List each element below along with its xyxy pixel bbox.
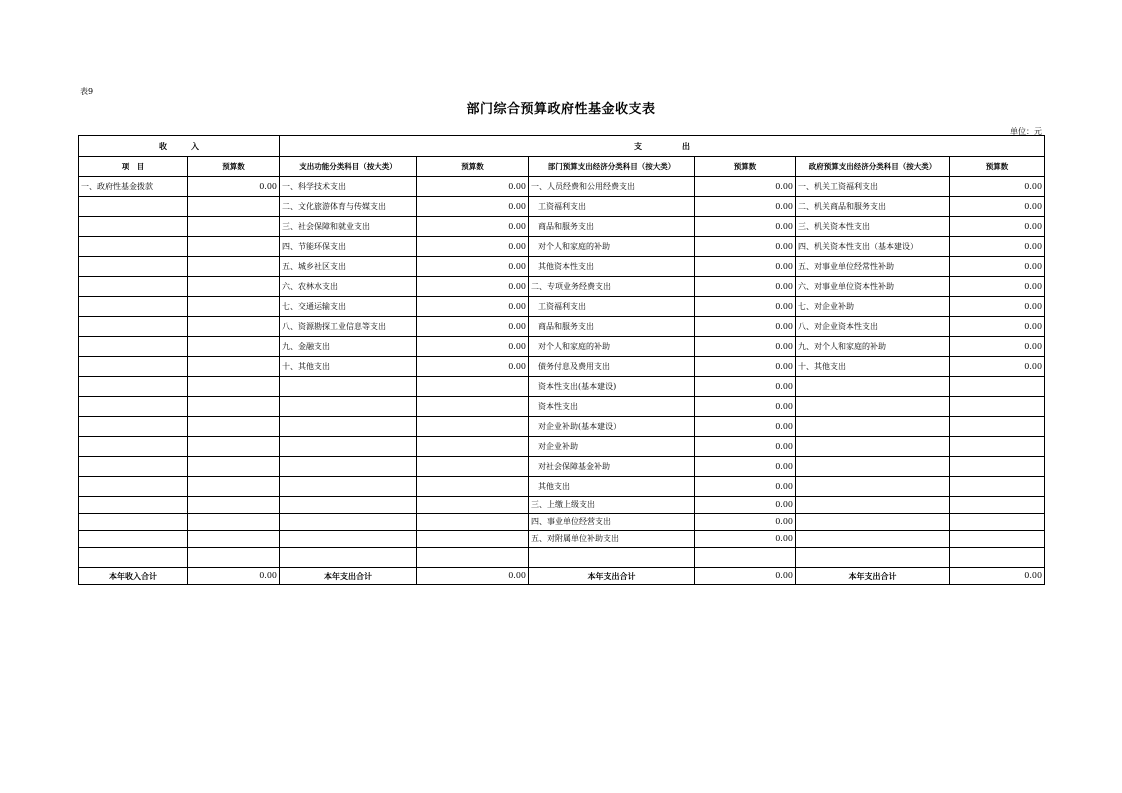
gov-econ-item: 六、对事业单位资本性补助 xyxy=(796,277,950,297)
table-row xyxy=(79,377,1045,397)
dept-econ-item: 资本性支出 xyxy=(529,397,695,417)
table-row xyxy=(79,531,1045,548)
dept-econ-item: 其他资本性支出 xyxy=(529,257,695,277)
dept-econ-item: 对企业补助(基本建设） xyxy=(529,417,695,437)
function-class-item: 六、农林水支出 xyxy=(280,277,417,297)
function-budget xyxy=(417,417,529,437)
function-class-item xyxy=(280,377,417,397)
function-budget xyxy=(417,377,529,397)
total-value: 0.00 xyxy=(695,568,796,585)
col-header-budget: 预算数 xyxy=(695,157,796,177)
table-row xyxy=(79,477,1045,497)
income-budget xyxy=(188,337,280,357)
gov-econ-budget: 0.00 xyxy=(950,197,1045,217)
income-item xyxy=(79,377,188,397)
income-budget xyxy=(188,497,280,514)
income-budget xyxy=(188,217,280,237)
gov-econ-item xyxy=(796,477,950,497)
gov-econ-item xyxy=(796,417,950,437)
gov-econ-item: 八、对企业资本性支出 xyxy=(796,317,950,337)
col-header-gov-econ-class: 政府预算支出经济分类科目（按大类） xyxy=(796,157,950,177)
gov-econ-budget xyxy=(950,477,1045,497)
gov-econ-item xyxy=(796,457,950,477)
dept-econ-budget: 0.00 xyxy=(695,277,796,297)
dept-econ-budget: 0.00 xyxy=(695,477,796,497)
function-class-item: 七、交通运输支出 xyxy=(280,297,417,317)
income-budget: 0.00 xyxy=(188,177,280,197)
function-class-item: 三、社会保障和就业支出 xyxy=(280,217,417,237)
gov-econ-item: 十、其他支出 xyxy=(796,357,950,377)
function-class-item: 八、资源勘探工业信息等支出 xyxy=(280,317,417,337)
dept-econ-budget: 0.00 xyxy=(695,217,796,237)
dept-econ-item: 债务付息及费用支出 xyxy=(529,357,695,377)
budget-table xyxy=(78,135,1045,585)
table-number: 表9 xyxy=(80,87,94,96)
function-budget: 0.00 xyxy=(417,297,529,317)
function-class-item: 五、城乡社区支出 xyxy=(280,257,417,277)
dept-econ-item: 一、人员经费和公用经费支出 xyxy=(529,177,695,197)
dept-econ-budget: 0.00 xyxy=(695,437,796,457)
gov-econ-budget: 0.00 xyxy=(950,357,1045,377)
function-class-item: 一、科学技术支出 xyxy=(280,177,417,197)
table-row xyxy=(79,548,1045,568)
gov-econ-budget xyxy=(950,397,1045,417)
income-item xyxy=(79,531,188,548)
gov-econ-budget xyxy=(950,497,1045,514)
income-item xyxy=(79,217,188,237)
table-row xyxy=(79,417,1045,437)
gov-econ-item: 四、机关资本性支出（基本建设） xyxy=(796,237,950,257)
gov-econ-item xyxy=(796,514,950,531)
dept-econ-budget: 0.00 xyxy=(695,457,796,477)
gov-econ-item: 一、机关工资福利支出 xyxy=(796,177,950,197)
col-header-budget: 预算数 xyxy=(950,157,1045,177)
function-class-item: 二、文化旅游体育与传媒支出 xyxy=(280,197,417,217)
gov-econ-item xyxy=(796,497,950,514)
gov-econ-budget: 0.00 xyxy=(950,337,1045,357)
gov-econ-item: 九、对个人和家庭的补助 xyxy=(796,337,950,357)
gov-econ-budget: 0.00 xyxy=(950,297,1045,317)
dept-econ-item: 工资福利支出 xyxy=(529,197,695,217)
dept-econ-budget: 0.00 xyxy=(695,297,796,317)
gov-econ-budget: 0.00 xyxy=(950,317,1045,337)
income-section-header: 收 入 xyxy=(79,136,280,157)
function-budget: 0.00 xyxy=(417,317,529,337)
gov-econ-item xyxy=(796,397,950,417)
income-budget xyxy=(188,357,280,377)
dept-econ-budget: 0.00 xyxy=(695,531,796,548)
total-label: 本年支出合计 xyxy=(796,568,950,585)
dept-econ-budget: 0.00 xyxy=(695,197,796,217)
income-item xyxy=(79,437,188,457)
table-row xyxy=(79,457,1045,477)
function-budget: 0.00 xyxy=(417,337,529,357)
dept-econ-item: 对社会保障基金补助 xyxy=(529,457,695,477)
function-class-item xyxy=(280,477,417,497)
income-budget xyxy=(188,477,280,497)
gov-econ-budget xyxy=(950,514,1045,531)
function-class-item xyxy=(280,457,417,477)
table-row xyxy=(79,497,1045,514)
income-item xyxy=(79,514,188,531)
col-header-budget: 预算数 xyxy=(188,157,280,177)
income-item xyxy=(79,397,188,417)
gov-econ-item xyxy=(796,548,950,568)
gov-econ-budget xyxy=(950,457,1045,477)
income-item xyxy=(79,548,188,568)
function-class-item xyxy=(280,417,417,437)
function-budget xyxy=(417,457,529,477)
gov-econ-budget xyxy=(950,548,1045,568)
table-row xyxy=(79,277,1045,297)
dept-econ-budget xyxy=(695,548,796,568)
function-class-item: 九、金融支出 xyxy=(280,337,417,357)
table-row xyxy=(79,217,1045,237)
income-budget xyxy=(188,417,280,437)
gov-econ-item: 三、机关资本性支出 xyxy=(796,217,950,237)
gov-econ-budget xyxy=(950,377,1045,397)
function-budget xyxy=(417,497,529,514)
gov-econ-budget xyxy=(950,531,1045,548)
dept-econ-budget: 0.00 xyxy=(695,357,796,377)
income-budget xyxy=(188,377,280,397)
income-budget xyxy=(188,531,280,548)
function-budget xyxy=(417,531,529,548)
income-item xyxy=(79,277,188,297)
income-budget xyxy=(188,197,280,217)
dept-econ-budget: 0.00 xyxy=(695,417,796,437)
table-row xyxy=(79,357,1045,377)
gov-econ-budget: 0.00 xyxy=(950,237,1045,257)
table-row xyxy=(79,397,1045,417)
unit-label: 单位：元 xyxy=(1010,127,1042,136)
function-budget: 0.00 xyxy=(417,257,529,277)
col-header-budget: 预算数 xyxy=(417,157,529,177)
table-row xyxy=(79,437,1045,457)
income-budget xyxy=(188,317,280,337)
function-class-item xyxy=(280,531,417,548)
function-class-item xyxy=(280,397,417,417)
col-header-item: 项 目 xyxy=(79,157,188,177)
col-header-function-class: 支出功能分类科目（按大类） xyxy=(280,157,417,177)
function-budget: 0.00 xyxy=(417,217,529,237)
dept-econ-budget: 0.00 xyxy=(695,177,796,197)
function-budget: 0.00 xyxy=(417,177,529,197)
income-item xyxy=(79,297,188,317)
column-header-row xyxy=(79,157,1045,177)
function-budget: 0.00 xyxy=(417,357,529,377)
total-value: 0.00 xyxy=(188,568,280,585)
gov-econ-budget: 0.00 xyxy=(950,217,1045,237)
dept-econ-budget: 0.00 xyxy=(695,257,796,277)
income-budget xyxy=(188,257,280,277)
income-item xyxy=(79,337,188,357)
income-budget xyxy=(188,514,280,531)
function-budget xyxy=(417,514,529,531)
income-item xyxy=(79,457,188,477)
function-class-item xyxy=(280,548,417,568)
dept-econ-budget: 0.00 xyxy=(695,337,796,357)
total-label: 本年收入合计 xyxy=(79,568,188,585)
function-budget xyxy=(417,437,529,457)
function-class-item xyxy=(280,497,417,514)
dept-econ-budget: 0.00 xyxy=(695,237,796,257)
function-budget: 0.00 xyxy=(417,197,529,217)
income-item xyxy=(79,477,188,497)
income-item xyxy=(79,317,188,337)
table-row xyxy=(79,297,1045,317)
gov-econ-item xyxy=(796,531,950,548)
table-row xyxy=(79,317,1045,337)
income-budget xyxy=(188,548,280,568)
income-budget xyxy=(188,297,280,317)
total-value: 0.00 xyxy=(950,568,1045,585)
total-label: 本年支出合计 xyxy=(280,568,417,585)
income-budget xyxy=(188,437,280,457)
dept-econ-budget: 0.00 xyxy=(695,397,796,417)
gov-econ-item: 七、对企业补助 xyxy=(796,297,950,317)
dept-econ-item: 对企业补助 xyxy=(529,437,695,457)
dept-econ-item: 商品和服务支出 xyxy=(529,317,695,337)
dept-econ-budget: 0.00 xyxy=(695,514,796,531)
income-item xyxy=(79,197,188,217)
gov-econ-item: 五、对事业单位经常性补助 xyxy=(796,257,950,277)
table-row xyxy=(79,177,1045,197)
function-budget: 0.00 xyxy=(417,237,529,257)
function-budget: 0.00 xyxy=(417,277,529,297)
gov-econ-budget xyxy=(950,437,1045,457)
income-budget xyxy=(188,277,280,297)
dept-econ-item: 工资福利支出 xyxy=(529,297,695,317)
table-row xyxy=(79,237,1045,257)
col-header-dept-econ-class: 部门预算支出经济分类科目（按大类） xyxy=(529,157,695,177)
function-class-item xyxy=(280,514,417,531)
income-item xyxy=(79,237,188,257)
gov-econ-item xyxy=(796,377,950,397)
dept-econ-item: 对个人和家庭的补助 xyxy=(529,337,695,357)
dept-econ-item: 商品和服务支出 xyxy=(529,217,695,237)
table-row xyxy=(79,197,1045,217)
income-item xyxy=(79,357,188,377)
gov-econ-budget xyxy=(950,417,1045,437)
dept-econ-item: 对个人和家庭的补助 xyxy=(529,237,695,257)
dept-econ-budget: 0.00 xyxy=(695,377,796,397)
gov-econ-item xyxy=(796,437,950,457)
total-value: 0.00 xyxy=(417,568,529,585)
gov-econ-item: 二、机关商品和服务支出 xyxy=(796,197,950,217)
function-budget xyxy=(417,397,529,417)
function-class-item: 十、其他支出 xyxy=(280,357,417,377)
income-item: 一、政府性基金拨款 xyxy=(79,177,188,197)
function-budget xyxy=(417,477,529,497)
income-budget xyxy=(188,237,280,257)
dept-econ-item: 五、对附属单位补助支出 xyxy=(529,531,695,548)
income-item xyxy=(79,417,188,437)
function-class-item: 四、节能环保支出 xyxy=(280,237,417,257)
page-title: 部门综合预算政府性基金收支表 xyxy=(466,102,656,117)
total-label: 本年支出合计 xyxy=(529,568,695,585)
income-item xyxy=(79,257,188,277)
dept-econ-item: 三、上缴上级支出 xyxy=(529,497,695,514)
totals-row xyxy=(79,568,1045,585)
function-budget xyxy=(417,548,529,568)
table-row xyxy=(79,514,1045,531)
dept-econ-item: 资本性支出(基本建设) xyxy=(529,377,695,397)
function-class-item xyxy=(280,437,417,457)
income-budget xyxy=(188,457,280,477)
gov-econ-budget: 0.00 xyxy=(950,177,1045,197)
gov-econ-budget: 0.00 xyxy=(950,257,1045,277)
dept-econ-item: 四、事业单位经营支出 xyxy=(529,514,695,531)
table-row xyxy=(79,257,1045,277)
income-item xyxy=(79,497,188,514)
section-header-row xyxy=(79,136,1045,157)
dept-econ-item: 二、专项业务经费支出 xyxy=(529,277,695,297)
table-row xyxy=(79,337,1045,357)
dept-econ-budget: 0.00 xyxy=(695,317,796,337)
gov-econ-budget: 0.00 xyxy=(950,277,1045,297)
income-budget xyxy=(188,397,280,417)
expense-section-header: 支 出 xyxy=(280,136,1045,157)
dept-econ-item: 其他支出 xyxy=(529,477,695,497)
dept-econ-budget: 0.00 xyxy=(695,497,796,514)
dept-econ-item xyxy=(529,548,695,568)
